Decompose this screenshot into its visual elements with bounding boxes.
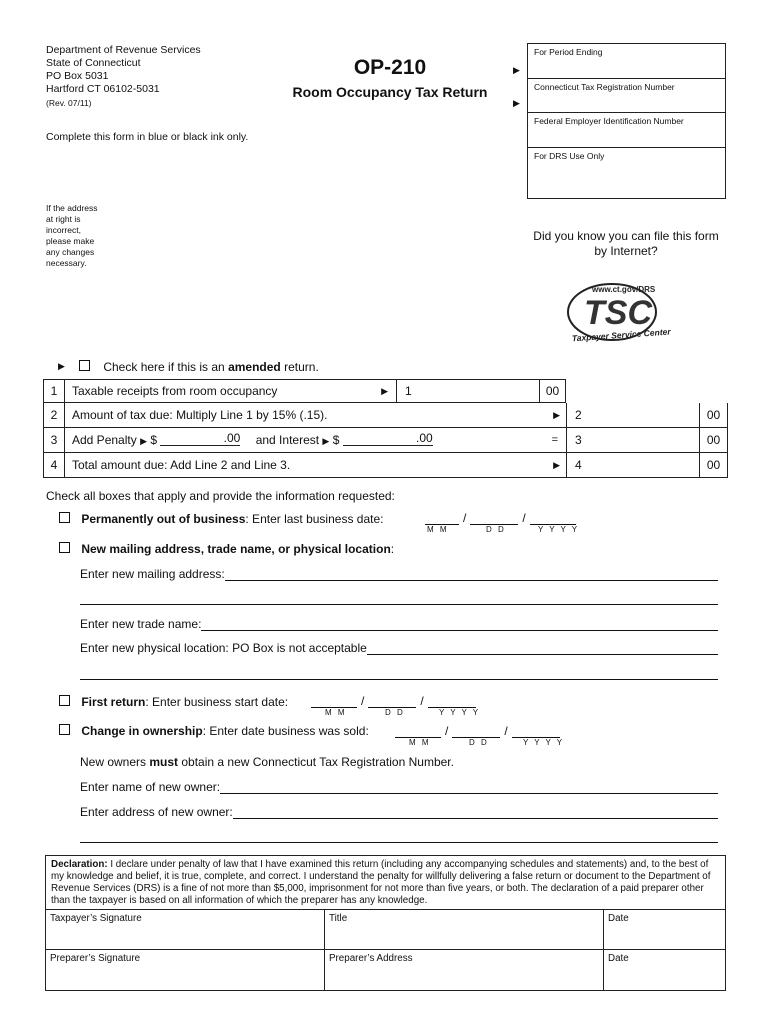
title-field[interactable] xyxy=(325,910,604,949)
declaration-text xyxy=(46,856,725,910)
drs-use-field xyxy=(528,148,725,198)
date-slash: / xyxy=(504,724,508,738)
line-number: 2 xyxy=(43,403,65,428)
first-return-text: : Enter business start date: xyxy=(145,695,289,709)
line-number: 3 xyxy=(43,428,65,453)
dollar-sign: $ xyxy=(332,433,340,447)
right-triangle-icon: ▶ xyxy=(513,65,520,75)
title-label: Title xyxy=(329,913,348,924)
dept-line: Hartford CT 06102-5031 xyxy=(46,83,160,95)
out-of-business-row xyxy=(59,512,383,526)
amended-label: Check here if this is an xyxy=(103,360,229,374)
line-label-cell xyxy=(65,403,566,428)
interest-cents: .00 xyxy=(416,431,433,445)
form-number: OP-210 xyxy=(353,56,427,79)
line-label: Total amount due: Add Line 2 and Line 3. xyxy=(72,458,291,472)
id-box xyxy=(527,43,726,199)
date-slash: / xyxy=(361,694,365,708)
new-owner-name-row xyxy=(80,780,718,794)
yyyy-hint: Y Y Y Y xyxy=(439,708,481,717)
logo-letters: TSC xyxy=(584,294,652,332)
dept-line: Department of Revenue Services xyxy=(46,44,201,56)
declaration-bold: Declaration: xyxy=(51,859,108,870)
date-slash: / xyxy=(445,724,449,738)
date-slash: / xyxy=(420,694,424,708)
right-triangle-icon: ▶ xyxy=(381,386,388,396)
last-business-date[interactable] xyxy=(425,511,580,535)
penalty-cents: .00 xyxy=(223,431,241,445)
address-note-line: incorrect, xyxy=(46,225,81,235)
first-return-label: First return xyxy=(81,695,146,709)
preparer-signature-label: Preparer’s Signature xyxy=(50,953,141,964)
yyyy-field[interactable] xyxy=(428,696,476,708)
period-ending-field[interactable] xyxy=(528,44,725,79)
new-owners-post: obtain a new Connecticut Tax Registration Number. xyxy=(178,755,454,769)
date-slash: / xyxy=(463,511,467,525)
amended-suffix: return. xyxy=(280,360,319,374)
mailing-address-field-2[interactable] xyxy=(80,604,718,605)
line-label: Amount of tax due: Multiply Line 1 by 15% (.15). xyxy=(72,408,328,422)
penalty-field[interactable] xyxy=(160,431,240,446)
ownership-text: : Enter date business was sold: xyxy=(202,724,369,738)
yyyy-field[interactable] xyxy=(530,513,576,525)
address-note xyxy=(46,203,98,269)
new-address-checkbox[interactable] xyxy=(59,542,70,553)
ownership-checkbox[interactable] xyxy=(59,724,70,735)
line-number: 1 xyxy=(43,379,65,403)
preparer-signature-field[interactable] xyxy=(46,950,325,990)
sold-date[interactable] xyxy=(395,724,565,748)
new-owners-note xyxy=(80,755,454,769)
yyyy-hint: Y Y Y Y xyxy=(538,525,580,534)
drs-use-label: For DRS Use Only xyxy=(534,150,605,161)
right-triangle-icon: ▶ xyxy=(322,436,330,446)
yyyy-hint: Y Y Y Y xyxy=(523,738,565,747)
dd-hint: D D xyxy=(469,738,489,747)
address-note-line: If the address xyxy=(46,203,98,213)
ownership-label: Change in ownership xyxy=(81,724,203,738)
amended-checkbox[interactable] xyxy=(79,360,90,371)
new-owner-address-row xyxy=(80,805,718,819)
date-label: Date xyxy=(608,953,629,964)
penalty-label: Add Penalty xyxy=(72,433,137,447)
address-note-line: necessary. xyxy=(46,258,87,268)
mm-hint: M M xyxy=(427,525,449,534)
line-cents: 00 xyxy=(700,453,728,478)
line-label-cell xyxy=(65,428,566,453)
declaration-box xyxy=(45,855,726,991)
line-cents: 00 xyxy=(700,403,728,428)
date-field-2[interactable] xyxy=(604,950,725,990)
dollar-sign: $ xyxy=(150,433,158,447)
mm-field[interactable] xyxy=(395,726,441,738)
period-ending-label: For Period Ending xyxy=(534,47,603,57)
logo-url: www.ct.gov/DRS xyxy=(592,285,656,294)
fein-label: Federal Employer Identification Number xyxy=(534,116,684,126)
line-box-number: 4 xyxy=(575,458,582,472)
new-address-colon: : xyxy=(390,542,395,556)
dd-hint: D D xyxy=(385,708,405,717)
date-field-1[interactable] xyxy=(604,910,725,949)
mm-hint: M M xyxy=(409,738,431,747)
new-owners-pre: New owners xyxy=(80,755,150,769)
equals-sign: = xyxy=(551,434,558,446)
line-box-number: 3 xyxy=(575,433,582,447)
owner-address-field[interactable] xyxy=(233,807,718,819)
new-address-label: New mailing address, trade name, or physical location xyxy=(81,542,391,556)
taxpayer-signature-field[interactable] xyxy=(46,910,325,949)
interest-field[interactable] xyxy=(343,431,433,446)
owner-name-label: Enter name of new owner: xyxy=(80,780,221,794)
new-trade-name-row xyxy=(80,617,718,631)
line-2-row xyxy=(43,403,728,428)
dd-hint: D D xyxy=(486,525,506,534)
form-heading xyxy=(280,56,500,100)
right-triangle-icon: ▶ xyxy=(140,436,147,446)
address-note-line: any changes xyxy=(46,247,95,257)
line-3-row xyxy=(43,428,728,453)
right-triangle-icon: ▶ xyxy=(553,460,560,470)
first-return-checkbox[interactable] xyxy=(59,695,70,706)
line-box-number: 1 xyxy=(405,384,412,398)
mailing-address-label: Enter new mailing address: xyxy=(80,567,225,581)
owner-name-field[interactable] xyxy=(220,782,718,794)
line-cents: 00 xyxy=(700,428,728,453)
right-triangle-icon: ▶ xyxy=(513,98,520,108)
preparer-address-label: Preparer’s Address xyxy=(329,953,413,964)
line-label: Taxable receipts from room occupancy xyxy=(72,384,278,398)
interest-label: and Interest xyxy=(255,433,320,447)
address-note-line: please make xyxy=(46,236,95,246)
right-triangle-icon: ▶ xyxy=(58,361,65,371)
internet-note xyxy=(515,229,737,259)
address-note-line: at right is xyxy=(46,214,81,224)
dept-line: PO Box 5031 xyxy=(46,70,109,82)
dept-address xyxy=(46,44,201,109)
dept-line: State of Connecticut xyxy=(46,57,141,69)
taxpayer-signature-row xyxy=(46,910,725,950)
amended-bold: amended xyxy=(228,360,281,374)
revision: (Rev. 07/11) xyxy=(46,98,92,108)
start-date[interactable] xyxy=(311,694,481,718)
date-label: Date xyxy=(608,913,629,924)
line-4-row xyxy=(43,453,728,478)
internet-question: Did you know you can file this form xyxy=(533,229,719,243)
ct-registration-label: Connecticut Tax Registration Number xyxy=(534,81,675,92)
yyyy-field[interactable] xyxy=(512,726,560,738)
mm-field[interactable] xyxy=(311,696,357,708)
ownership-row xyxy=(59,724,369,738)
trade-name-label: Enter new trade name: xyxy=(80,617,202,631)
fein-field[interactable] xyxy=(528,113,725,148)
dd-field[interactable] xyxy=(452,726,500,738)
preparer-signature-row xyxy=(46,950,725,990)
date-slash: / xyxy=(522,511,526,525)
mailing-address-field[interactable] xyxy=(225,569,718,581)
internet-question-2: by Internet? xyxy=(594,244,658,258)
line-3-amount-field[interactable] xyxy=(566,428,700,453)
dd-field[interactable] xyxy=(470,513,518,525)
taxpayer-signature-label: Taxpayer’s Signature xyxy=(50,913,142,924)
line-label-cell xyxy=(65,379,397,403)
out-of-business-checkbox[interactable] xyxy=(59,512,70,523)
physical-location-field-2[interactable] xyxy=(80,679,718,680)
new-owners-bold: must xyxy=(149,755,179,769)
new-address-row xyxy=(59,542,394,556)
declaration-body: I declare under penalty of law that I have examined this return (including any accompanying schedules and statements) and, to the best of my knowledge and belief, it is true, complete, and correct. I understand the penalty for willfully delivering a false return or document to the Department of Revenue Services (DRS) is a fine of not more than $5,000, imprisonment for not more than five years, or both. The declaration of a paid preparer other than the taxpayer is based on all information of which the preparer has any knowledge. xyxy=(51,859,711,906)
trade-name-field[interactable] xyxy=(201,619,718,631)
first-return-row xyxy=(59,695,288,709)
mm-field[interactable] xyxy=(425,513,459,525)
dd-field[interactable] xyxy=(368,696,416,708)
line-1-row xyxy=(43,379,728,403)
line-1-amount-field[interactable] xyxy=(397,379,540,403)
out-of-business-text: : Enter last business date: xyxy=(245,512,384,526)
amended-row xyxy=(79,360,319,374)
preparer-address-field[interactable] xyxy=(325,950,604,990)
tsc-logo[interactable] xyxy=(560,276,690,348)
owner-address-label: Enter address of new owner: xyxy=(80,805,233,819)
ct-registration-field[interactable] xyxy=(528,79,725,114)
form-title: Room Occupancy Tax Return xyxy=(292,84,488,100)
line-items xyxy=(43,379,728,478)
new-physical-location-row xyxy=(80,641,718,655)
new-mailing-address-row xyxy=(80,567,718,581)
mm-hint: M M xyxy=(325,708,347,717)
ink-note: Complete this form in blue or black ink only. xyxy=(46,131,249,143)
physical-location-label: Enter new physical location: PO Box is not acceptable xyxy=(80,641,367,655)
line-2-amount-field[interactable] xyxy=(566,403,700,428)
line-cents: 00 xyxy=(540,379,566,403)
line-number: 4 xyxy=(43,453,65,478)
line-label-cell xyxy=(65,453,566,478)
line-4-amount-field[interactable] xyxy=(566,453,700,478)
right-triangle-icon: ▶ xyxy=(553,410,560,420)
out-of-business-label: Permanently out of business xyxy=(81,512,246,526)
line-box-number: 2 xyxy=(575,408,582,422)
physical-location-field[interactable] xyxy=(367,643,718,655)
logo-caption: Taxpayer Service Center xyxy=(571,326,671,344)
check-all-instruction: Check all boxes that apply and provide the information requested: xyxy=(46,489,395,503)
owner-address-field-2[interactable] xyxy=(80,842,718,843)
